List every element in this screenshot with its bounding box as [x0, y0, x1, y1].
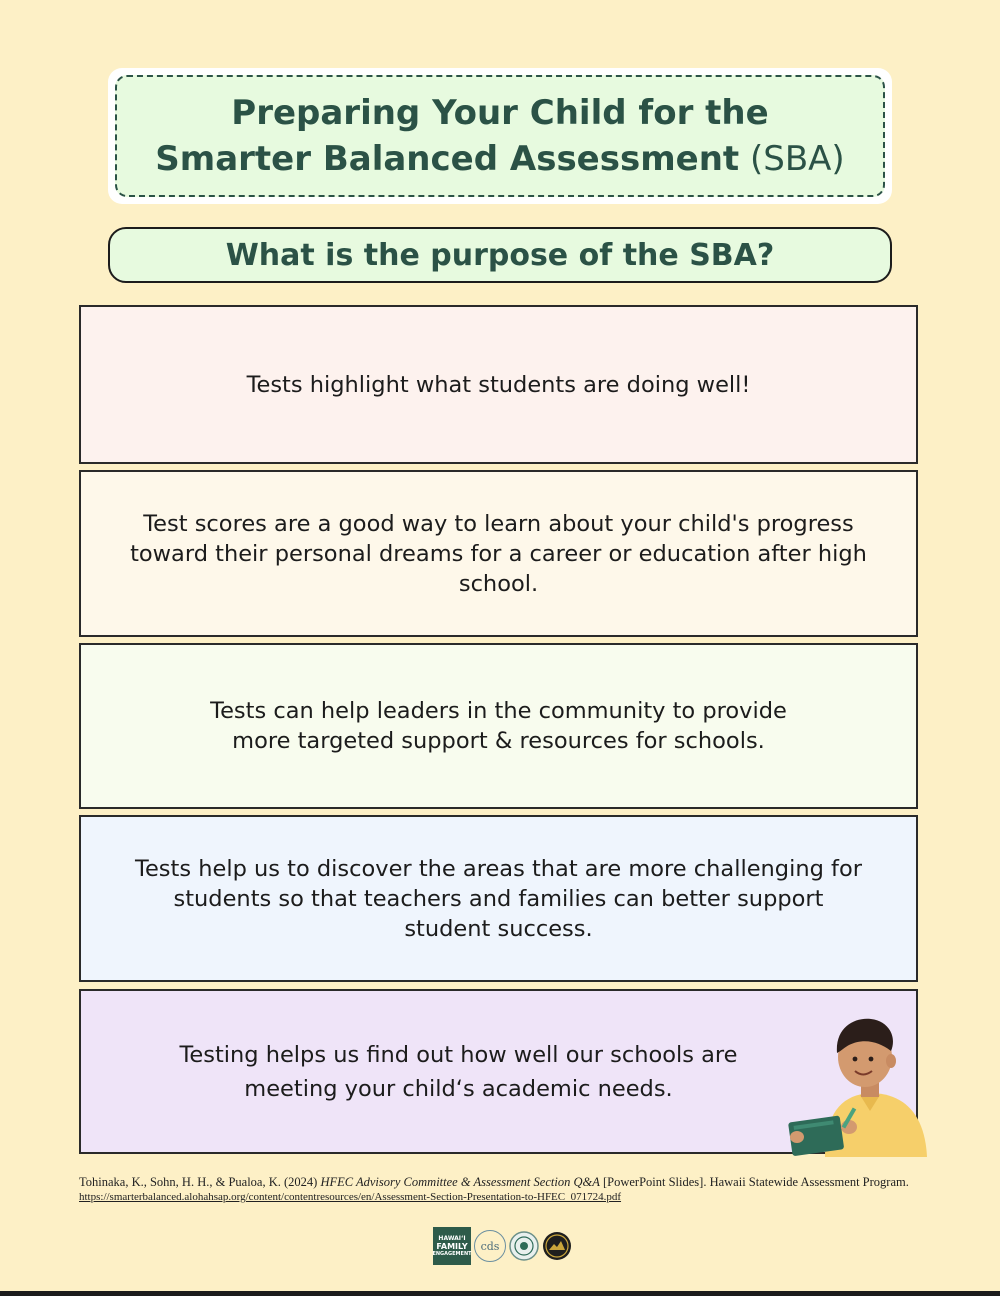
page-title-line1: Preparing Your Child for the: [231, 93, 769, 133]
state-seal-icon: [509, 1231, 539, 1261]
family-logo-main: FAMILY: [436, 1241, 468, 1251]
family-logo-top: HAWAIʻI: [438, 1234, 466, 1242]
citation-title: HFEC Advisory Committee & Assessment Section Q&A: [320, 1175, 600, 1189]
purpose-card-text: Tests help us to discover the areas that are more challenging for students so that teachers and families can better support student success.: [135, 855, 862, 942]
title-banner: [108, 68, 892, 204]
family-engagement-logo: [433, 1227, 471, 1265]
purpose-card-text: Testing helps us find out how well our schools are meeting your child‘s academic needs.: [179, 1041, 738, 1102]
doe-seal-icon: [542, 1231, 572, 1261]
bottom-border: [0, 1291, 1000, 1296]
purpose-card-text: Tests highlight what students are doing well!: [246, 371, 751, 398]
purpose-card-4: [79, 815, 918, 982]
section-heading: What is the purpose of the SBA?: [108, 227, 892, 283]
purpose-card-1: [79, 305, 918, 464]
title-box: [115, 75, 885, 197]
family-logo-bottom: ENGAGEMENT: [432, 1250, 472, 1257]
cds-logo: cds: [474, 1230, 506, 1262]
citation: [79, 1175, 939, 1205]
student-illustration-icon: [785, 1015, 930, 1157]
logo-row: [433, 1227, 572, 1265]
page-title-bold: Smarter Balanced Assessment: [155, 139, 740, 179]
citation-authors: Tohinaka, K., Sohn, H. H., & Pualoa, K. (2024): [79, 1175, 318, 1189]
purpose-card-text: Test scores are a good way to learn about your child's progress toward their personal dreams for a career or education after high school.: [130, 510, 867, 597]
page-title-acronym: (SBA): [749, 139, 845, 179]
purpose-card-text: Tests can help leaders in the community to provide more targeted support & resources for schools.: [210, 698, 787, 754]
citation-link[interactable]: https://smarterbalanced.alohahsap.org/content/contentresources/en/Assessment-Section-Presentation-to-HFEC_071724.pdf: [79, 1191, 622, 1203]
page-title-line2: [155, 136, 844, 182]
purpose-card-3: [79, 643, 918, 809]
citation-rest: [PowerPoint Slides]. Hawaii Statewide Assessment Program.: [602, 1175, 909, 1189]
purpose-card-2: [79, 470, 918, 637]
